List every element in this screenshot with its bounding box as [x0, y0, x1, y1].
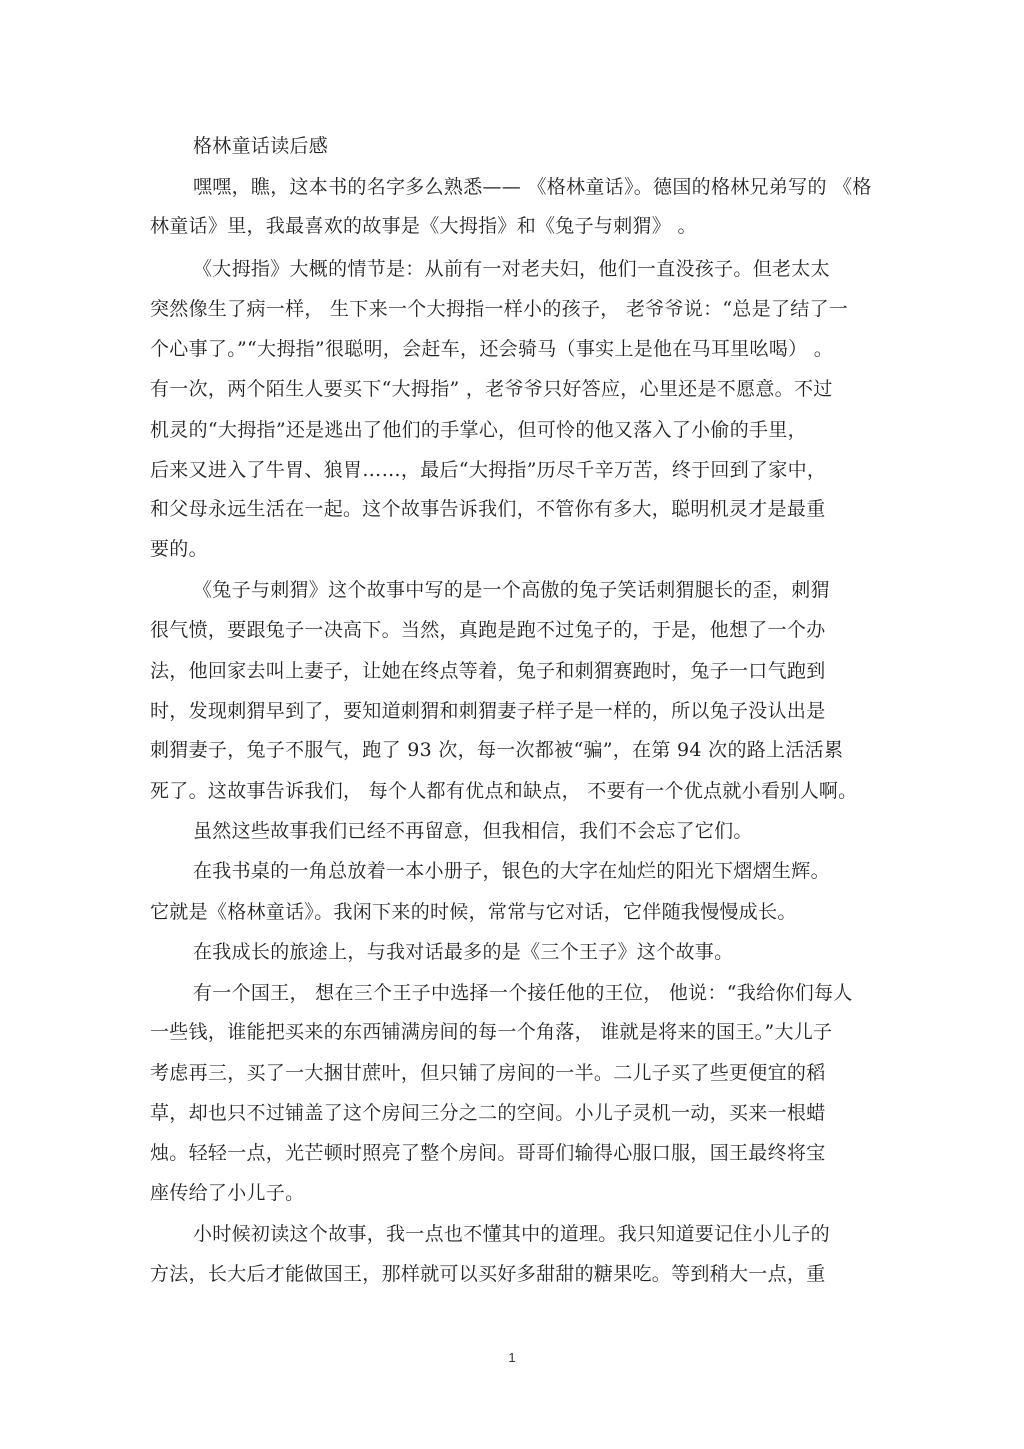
- text-line: 法，他回家去叫上妻子，让她在终点等着，兔子和刺猬赛跑时，兔子一口气跑到: [150, 660, 826, 682]
- text-line: 机灵的“大拇指”还是逃出了他们的手掌心，但可怜的他又落入了小偷的手里，: [150, 419, 807, 441]
- text-line: 死了。这故事告诉我们， 每个人都有优点和缺点， 不要有一个优点就小看别人啊。: [150, 780, 858, 802]
- text-line: 《兔子与刺猬》这个故事中写的是一个高傲的兔子笑话刺猬腿长的歪，刺猬: [193, 579, 830, 601]
- text-line: 方法，长大后才能做国王，那样就可以买好多甜甜的糖果吃。等到稍大一点，重: [150, 1263, 826, 1285]
- text-line: 和父母永远生活在一起。这个故事告诉我们，不管你有多大，聪明机灵才是最重: [150, 498, 826, 520]
- text-line: 时，发现刺猬早到了，要知道刺猬和刺猬妻子样子是一样的，所以兔子没认出是: [150, 700, 826, 722]
- text-line: 林童话》里，我最喜欢的故事是《大拇指》和《兔子与刺猬》 。: [150, 215, 697, 237]
- text-line: 在我成长的旅途上，与我对话最多的是《三个王子》这个故事。: [193, 941, 734, 963]
- text-line: 烛。轻轻一点，光芒顿时照亮了整个房间。哥哥们输得心服口服，国王最终将宝: [150, 1142, 826, 1164]
- text-line: 有一次，两个陌生人要买下“大拇指” ，老爷爷只好答应，心里还是不愿意。不过: [150, 378, 833, 400]
- page-number: 1: [508, 1350, 516, 1365]
- text-line: 在我书桌的一角总放着一本小册子，银色的大字在灿烂的阳光下熠熠生辉。: [193, 860, 830, 882]
- document-title: 格林童话读后感: [193, 135, 329, 157]
- text-line: 草，却也只不过铺盖了这个房间三分之二的空间。小儿子灵机一动，买来一根蜡: [150, 1102, 826, 1124]
- text-line: 后来又进入了牛胃、狼胃……，最后“大拇指”历尽千辛万苦，终于回到了家中，: [150, 459, 827, 481]
- text-line: 很气愤，要跟兔子一决高下。当然，真跑是跑不过兔子的，于是，他想了一个办: [150, 619, 826, 641]
- text-line: 小时候初读这个故事，我一点也不懂其中的道理。我只知道要记住小儿子的: [193, 1223, 830, 1245]
- text-line: 突然像生了病一样， 生下来一个大拇指一样小的孩子， 老爷爷说：“总是了结了一: [150, 298, 849, 320]
- text-line: 一些钱，谁能把买来的东西铺满房间的每一个角落， 谁就是将来的国王。”大儿子: [150, 1021, 833, 1043]
- text-line: 虽然这些故事我们已经不再留意，但我相信，我们不会忘了它们。: [193, 820, 753, 842]
- text-line: 《大拇指》大概的情节是：从前有一对老夫妇，他们一直没孩子。但老太太: [193, 258, 830, 280]
- text-line: 个心事了。”“大拇指”很聪明，会赶车，还会骑马（事实上是他在马耳里吆喝） 。: [150, 338, 834, 360]
- text-line: 嘿嘿，瞧，这本书的名字多么熟悉—— 《格林童话》。德国的格林兄弟写的 《格: [193, 176, 872, 198]
- text-line: 刺猬妻子，兔子不服气，跑了 93 次，每一次都被“骗”，在第 94 次的路上活活累: [150, 739, 844, 761]
- text-line: 它就是《格林童话》。我闲下来的时候，常常与它对话，它伴随我慢慢成长。: [150, 901, 797, 923]
- text-line: 考虑再三，买了一大捆甘蔗叶，但只铺了房间的一半。二儿子买了些更便宜的稻: [150, 1062, 826, 1084]
- text-line: 座传给了小儿子。: [150, 1182, 305, 1204]
- text-line: 有一个国王， 想在三个王子中选择一个接任他的王位， 他说：“我给你们每人: [193, 982, 853, 1004]
- text-line: 要的。: [150, 538, 208, 560]
